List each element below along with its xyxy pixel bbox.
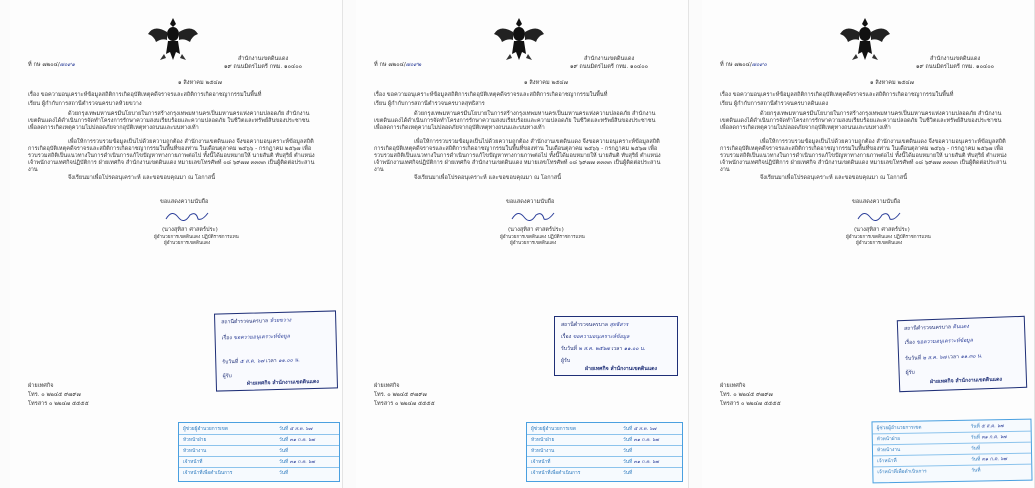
routing-row-label: ผู้ช่วยผู้อำนวยการเขต bbox=[183, 427, 228, 432]
routing-date-handwritten: ๕ ส.ค. ๖๗ bbox=[289, 427, 313, 432]
stamp-header-handwritten: สุทธิสาร bbox=[609, 322, 629, 328]
routing-date-label: วันที่ bbox=[279, 449, 289, 454]
garuda-emblem-icon bbox=[838, 14, 892, 64]
body-paragraph-1: ด้วยกรุงเทพมหานครมีนโยบายในการสร้างกรุงเทพมหานครเป็นมหานครแห่งความปลอดภัย สำนักงานเขตดินแดงได้ดำเนินการจัดทำโครงการรักษาความสงบเรียบร้อยและความปลอดภัย ในชีวิตและทรัพย์สินของประชาชน เพื่อลดการเกิดเหตุความไม่ปลอดภัยจากอุบัติเหตุทางถนนและบนทางเท้า bbox=[28, 111, 310, 131]
letter-subject: เรื่อง ขอความอนุเคราะห์ข้อมูลสถิติการเกิดอุบัติเหตุคดีจราจรและสถิติการเกิดอาชญากรรมในพื้นที่ bbox=[374, 92, 608, 98]
body-paragraph-3: จึงเรียนมาเพื่อโปรดอนุเคราะห์ และขอขอบคุณมา ณ โอกาสนี้ bbox=[414, 175, 562, 181]
routing-date-label: วันที่ bbox=[279, 460, 289, 465]
agency-address: ๑๙ ถนนมิตรไมตรี กทม. ๑๐๔๐๐ bbox=[916, 64, 995, 70]
agency-address: ๑๙ ถนนมิตรไมตรี กทม. ๑๐๔๐๐ bbox=[224, 64, 303, 70]
stamp-header-handwritten: ดินแดง bbox=[952, 323, 969, 331]
routing-date-label: วันที่ bbox=[279, 471, 289, 476]
department: ฝ่ายเทศกิจ bbox=[374, 383, 400, 389]
routing-row-label: เจ้าหน้าที่ bbox=[531, 460, 551, 465]
stamp-received-handwritten: ๒ ส.ค. ๖๗ bbox=[922, 354, 947, 362]
routing-date-handwritten: ๓๑ ก.ค. ๖๗ bbox=[981, 435, 1007, 441]
signer-title-2: ผู้อำนวยการเขตดินแดง bbox=[510, 241, 557, 246]
routing-date-handwritten: ๓๑ ก.ค. ๖๗ bbox=[289, 438, 315, 443]
fax: โทรสาร ๐ ๒๒๔๗ ๕๕๕๕ bbox=[374, 401, 435, 407]
signature-icon bbox=[854, 207, 904, 225]
fax: โทรสาร ๐ ๒๒๔๗ ๕๕๕๕ bbox=[28, 401, 89, 407]
routing-row-label: หัวหน้าฝ่าย bbox=[183, 438, 207, 443]
stamp-received-handwritten: ๒ ส.ค. ๒๕๖๗ bbox=[578, 346, 610, 352]
stamp-time-handwritten: ๑๑.๓๐ น. bbox=[960, 353, 983, 361]
doc-number: ที่ กษ ๗๒๐๔/ bbox=[28, 62, 60, 68]
routing-date-label: วันที่ bbox=[279, 427, 289, 432]
stamp-time-handwritten: ๑๑.๐๐ น. bbox=[278, 357, 300, 364]
routing-date-label: วันที่ bbox=[623, 449, 633, 454]
routing-date-label: วันที่ bbox=[970, 435, 980, 441]
closing-line: ขอแสดงความนับถือ bbox=[506, 199, 555, 205]
agency-address: ๑๙ ถนนมิตรไมตรี กทม. ๑๐๔๐๐ bbox=[570, 64, 649, 70]
letter-page-2 bbox=[356, 0, 689, 488]
letter-recipient: เรียน ผู้กำกับการสถานีตำรวจนครบาลห้วยขวาง bbox=[28, 101, 142, 107]
stamp-subject-handwritten: ขอความอนุเคราะห์ข้อมูล bbox=[916, 337, 973, 346]
signer-name: (นางสุทิสา ศาสตร์ประ) bbox=[854, 227, 910, 233]
routing-row-label: เจ้าหน้าที่ bbox=[877, 458, 897, 465]
letter-recipient: เรียน ผู้กำกับการสถานีตำรวจนครบาลดินแดง bbox=[720, 101, 829, 107]
stamp-received: รับวันที่ bbox=[561, 346, 577, 352]
stamp-time: เวลา bbox=[948, 354, 960, 361]
signer-name: (นางสุทิสา ศาสตร์ประ) bbox=[508, 227, 564, 233]
routing-date-handwritten: ๓๑ ก.ค. ๖๗ bbox=[633, 438, 659, 443]
receiving-stamp bbox=[214, 310, 338, 391]
routing-date-label: วันที่ bbox=[623, 438, 633, 443]
stamp-footer: ฝ่ายเทศกิจ สำนักงานเขตดินแดง bbox=[585, 366, 658, 372]
body-paragraph-3: จึงเรียนมาเพื่อโปรดอนุเคราะห์ และขอขอบคุณมา ณ โอกาสนี้ bbox=[760, 175, 908, 181]
routing-date-handwritten: ๓๑ ก.ค. ๖๗ bbox=[633, 460, 659, 465]
stamp-subject: เรื่อง bbox=[561, 334, 572, 340]
signer-name: (นางสุทิสา ศาสตร์ประ) bbox=[162, 227, 218, 233]
routing-date-label: วันที่ bbox=[623, 460, 633, 465]
department: ฝ่ายเทศกิจ bbox=[720, 383, 746, 389]
routing-row-label: เจ้าหน้าที่เพื่อดำเนินการ bbox=[531, 471, 581, 476]
routing-row-label: เจ้าหน้าที่ bbox=[183, 460, 203, 465]
stamp-subject-handwritten: ขอความอนุเคราะห์ข้อมูล bbox=[233, 333, 291, 342]
garuda-emblem-icon bbox=[146, 14, 200, 64]
signer-title-2: ผู้อำนวยการเขตดินแดง bbox=[856, 241, 903, 246]
garuda-emblem-icon bbox=[492, 14, 546, 64]
routing-date-label: วันที่ bbox=[279, 438, 289, 443]
routing-row-label: ผู้ช่วยผู้อำนวยการเขต bbox=[876, 425, 922, 432]
telephone: โทร. ๐ ๒๒๔๕ ๙๗๙๗ bbox=[720, 392, 773, 398]
routing-date-label: วันที่ bbox=[970, 446, 981, 452]
stamp-subject-handwritten: ขอความอนุเคราะห์ข้อมูล bbox=[572, 334, 630, 340]
telephone: โทร. ๐ ๒๒๔๕ ๙๗๙๗ bbox=[28, 392, 81, 398]
routing-date-label: วันที่ bbox=[971, 468, 981, 474]
signer-title-1: ผู้อำนวยการเขตดินแดง ปฏิบัติราชการแทน bbox=[500, 235, 585, 240]
agency-name: สำนักงานเขตดินแดง bbox=[930, 56, 981, 62]
routing-row-label: หัวหน้างาน bbox=[531, 449, 555, 454]
routing-stamp bbox=[526, 422, 683, 482]
body-paragraph-2: เพื่อให้การรวบรวมข้อมูลเป็นไปด้วยความถูกต้อง สำนักงานเขตดินแดง จึงขอความอนุเคราะห์ข้อมูลสถิติการเกิดอุบัติเหตุคดีจราจรและสถิติการเกิดอาชญากรรมในพื้นที่ของท่าน ในเดือนตุลาคม ๒๕๖๖ - กรกฎาคม ๒๕๖๗ เพื่อรวบรวมสถิติเป็นแนวทางในการดำเนินการแก้ไขปัญหาทางกายภาพต่อไป ทั้งนี้ได้มอบหมายให้ นายสันติ ทับสุริย์ ตำแหน่งเจ้าพนักงานเทศกิจปฏิบัติการ ฝ่ายเทศกิจ สำนักงานเขตดินแดง หมายเลขโทรศัพท์ ๐๘ ๖๙๗๗ ๓๓๓๓ เป็นผู้ติดต่อประสานงาน bbox=[28, 139, 315, 173]
routing-date-label: วันที่ bbox=[623, 471, 633, 476]
body-paragraph-2: เพื่อให้การรวบรวมข้อมูลเป็นไปด้วยความถูกต้อง สำนักงานเขตดินแดง จึงขอความอนุเคราะห์ข้อมูลสถิติการเกิดอุบัติเหตุคดีจราจรและสถิติการเกิดอาชญากรรมในพื้นที่ของท่าน ในเดือนตุลาคม ๒๕๖๖ - กรกฎาคม ๒๕๖๗ เพื่อรวบรวมสถิติเป็นแนวทางในการดำเนินการแก้ไขปัญหาทางกายภาพต่อไป ทั้งนี้ได้มอบหมายให้ นายสันติ ทับสุริย์ ตำแหน่งเจ้าพนักงานเทศกิจปฏิบัติการ ฝ่ายเทศกิจ สำนักงานเขตดินแดง หมายเลขโทรศัพท์ ๐๘ ๖๙๗๗ ๓๓๓๓ เป็นผู้ติดต่อประสานงาน bbox=[374, 139, 661, 173]
stamp-time: เวลา bbox=[265, 357, 277, 365]
signer-title-1: ผู้อำนวยการเขตดินแดง ปฏิบัติราชการแทน bbox=[154, 235, 239, 240]
signer-title-1: ผู้อำนวยการเขตดินแดง ปฏิบัติราชการแทน bbox=[846, 235, 931, 240]
receiving-stamp bbox=[897, 316, 1027, 392]
closing-line: ขอแสดงความนับถือ bbox=[160, 199, 209, 205]
stamp-header: สถานีตำรวจนครบาล bbox=[561, 322, 608, 328]
routing-row-label: หัวหน้าฝ่าย bbox=[531, 438, 555, 443]
receiving-stamp bbox=[554, 316, 678, 376]
routing-date-label: วันที่ bbox=[623, 427, 633, 432]
letter-recipient: เรียน ผู้กำกับการสถานีตำรวจนครบาลสุทธิสาร bbox=[374, 101, 485, 107]
stamp-received-handwritten: ๕ ส.ค. ๖๗ bbox=[239, 358, 265, 365]
stamp-header-handwritten: ห้วยขวาง bbox=[269, 317, 292, 325]
letter-page-3 bbox=[702, 0, 1035, 488]
stamp-subject: เรื่อง bbox=[221, 335, 232, 342]
routing-row-label: หัวหน้างาน bbox=[183, 449, 207, 454]
routing-stamp bbox=[871, 419, 1032, 484]
doc-number-handwritten: ๗๐๙๑ bbox=[59, 62, 76, 68]
letter-date: ๑ สิงหาคม ๒๕๔๗ bbox=[524, 80, 568, 86]
routing-date-label: วันที่ bbox=[970, 424, 980, 430]
signature-icon bbox=[162, 207, 212, 225]
stamp-header: สถานีตำรวจนครบาล bbox=[221, 318, 269, 326]
telephone: โทร. ๐ ๒๒๔๕ ๙๗๙๗ bbox=[374, 392, 427, 398]
routing-row-label: เจ้าหน้าที่เพื่อดำเนินการ bbox=[877, 469, 927, 476]
routing-row-label: เจ้าหน้าที่เพื่อดำเนินการ bbox=[183, 471, 233, 476]
body-paragraph-3: จึงเรียนมาเพื่อโปรดอนุเคราะห์ และขอขอบคุณมา ณ โอกาสนี้ bbox=[68, 175, 216, 181]
stamp-footer: ฝ่ายเทศกิจ สำนักงานเขตดินแดง bbox=[246, 378, 319, 387]
doc-number: ที่ กษ ๗๒๐๔/ bbox=[374, 62, 406, 68]
doc-number-handwritten: ๗๐๙๐ bbox=[751, 62, 767, 68]
routing-date-handwritten: ๓๑ ก.ค. ๖๗ bbox=[981, 457, 1008, 463]
signer-title-2: ผู้อำนวยการเขตดินแดง bbox=[164, 241, 211, 246]
routing-row-label: หัวหน้าฝ่าย bbox=[876, 436, 901, 443]
routing-stamp bbox=[178, 422, 340, 482]
routing-date-handwritten: ๕ ส.ค. ๖๗ bbox=[633, 427, 657, 432]
stamp-header: สถานีตำรวจนครบาล bbox=[903, 324, 952, 333]
body-paragraph-1: ด้วยกรุงเทพมหานครมีนโยบายในการสร้างกรุงเทพมหานครเป็นมหานครแห่งความปลอดภัย สำนักงานเขตดินแดงได้ดำเนินการจัดทำโครงการรักษาความสงบเรียบร้อยและความปลอดภัย ในชีวิตและทรัพย์สินของประชาชน เพื่อลดการเกิดเหตุความไม่ปลอดภัยจากอุบัติเหตุทางถนนและบนทางเท้า bbox=[720, 111, 1002, 131]
department: ฝ่ายเทศกิจ bbox=[28, 383, 54, 389]
signature-icon bbox=[508, 207, 558, 225]
letter-subject: เรื่อง ขอความอนุเคราะห์ข้อมูลสถิติการเกิดอุบัติเหตุคดีจราจรและสถิติการเกิดอาชญากรรมในพื้นที่ bbox=[28, 92, 262, 98]
stamp-receiver: ผู้รับ bbox=[905, 369, 915, 376]
stamp-receiver: ผู้รับ bbox=[222, 373, 232, 380]
letter-date: ๑ สิงหาคม ๒๕๔๗ bbox=[870, 80, 914, 86]
letter-date: ๑ สิงหาคม ๒๕๔๗ bbox=[178, 80, 222, 86]
letter-page-1 bbox=[10, 0, 343, 488]
routing-date-label: วันที่ bbox=[971, 457, 981, 463]
routing-date-handwritten: ๓๑ ก.ค. ๖๗ bbox=[289, 460, 315, 465]
routing-date-handwritten: ๕ ส.ค. ๖๗ bbox=[981, 424, 1004, 430]
stamp-footer: ฝ่ายเทศกิจ สำนักงานเขตดินแดง bbox=[929, 376, 1003, 386]
agency-name: สำนักงานเขตดินแดง bbox=[238, 56, 289, 62]
doc-number: ที่ กษ ๗๒๐๔/ bbox=[720, 62, 752, 68]
stamp-time-handwritten: ๑๑.๐๐ น. bbox=[623, 346, 646, 352]
routing-row-label: หัวหน้างาน bbox=[876, 447, 901, 454]
stamp-time: เวลา bbox=[611, 346, 623, 352]
stamp-received: รับวันที่ bbox=[222, 358, 239, 366]
agency-name: สำนักงานเขตดินแดง bbox=[584, 56, 635, 62]
stamp-receiver: ผู้รับ bbox=[561, 358, 571, 364]
doc-number-handwritten: ๗๐๙๒ bbox=[405, 62, 422, 68]
fax: โทรสาร ๐ ๒๒๔๗ ๕๕๕๕ bbox=[720, 401, 781, 407]
body-paragraph-2: เพื่อให้การรวบรวมข้อมูลเป็นไปด้วยความถูกต้อง สำนักงานเขตดินแดง จึงขอความอนุเคราะห์ข้อมูลสถิติการเกิดอุบัติเหตุคดีจราจรและสถิติการเกิดอาชญากรรมในพื้นที่ของท่าน ในเดือนตุลาคม ๒๕๖๖ - กรกฎาคม ๒๕๖๗ เพื่อรวบรวมสถิติเป็นแนวทางในการดำเนินการแก้ไขปัญหาทางกายภาพต่อไป ทั้งนี้ได้มอบหมายให้ นายสันติ ทับสุริย์ ตำแหน่งเจ้าพนักงานเทศกิจปฏิบัติการ ฝ่ายเทศกิจ สำนักงานเขตดินแดง หมายเลขโทรศัพท์ ๐๘ ๖๙๗๗ ๓๓๓๓ เป็นผู้ติดต่อประสานงาน bbox=[720, 139, 1007, 173]
stamp-subject: เรื่อง bbox=[904, 339, 915, 346]
routing-row-label: ผู้ช่วยผู้อำนวยการเขต bbox=[531, 427, 576, 432]
stamp-received: รับวันที่ bbox=[905, 355, 922, 362]
body-paragraph-1: ด้วยกรุงเทพมหานครมีนโยบายในการสร้างกรุงเทพมหานครเป็นมหานครแห่งความปลอดภัย สำนักงานเขตดินแดงได้ดำเนินการจัดทำโครงการรักษาความสงบเรียบร้อยและความปลอดภัย ในชีวิตและทรัพย์สินของประชาชน เพื่อลดการเกิดเหตุความไม่ปลอดภัยจากอุบัติเหตุทางถนนและบนทางเท้า bbox=[374, 111, 656, 131]
closing-line: ขอแสดงความนับถือ bbox=[852, 199, 901, 205]
letter-subject: เรื่อง ขอความอนุเคราะห์ข้อมูลสถิติการเกิดอุบัติเหตุคดีจราจรและสถิติการเกิดอาชญากรรมในพื้นที่ bbox=[720, 92, 954, 98]
